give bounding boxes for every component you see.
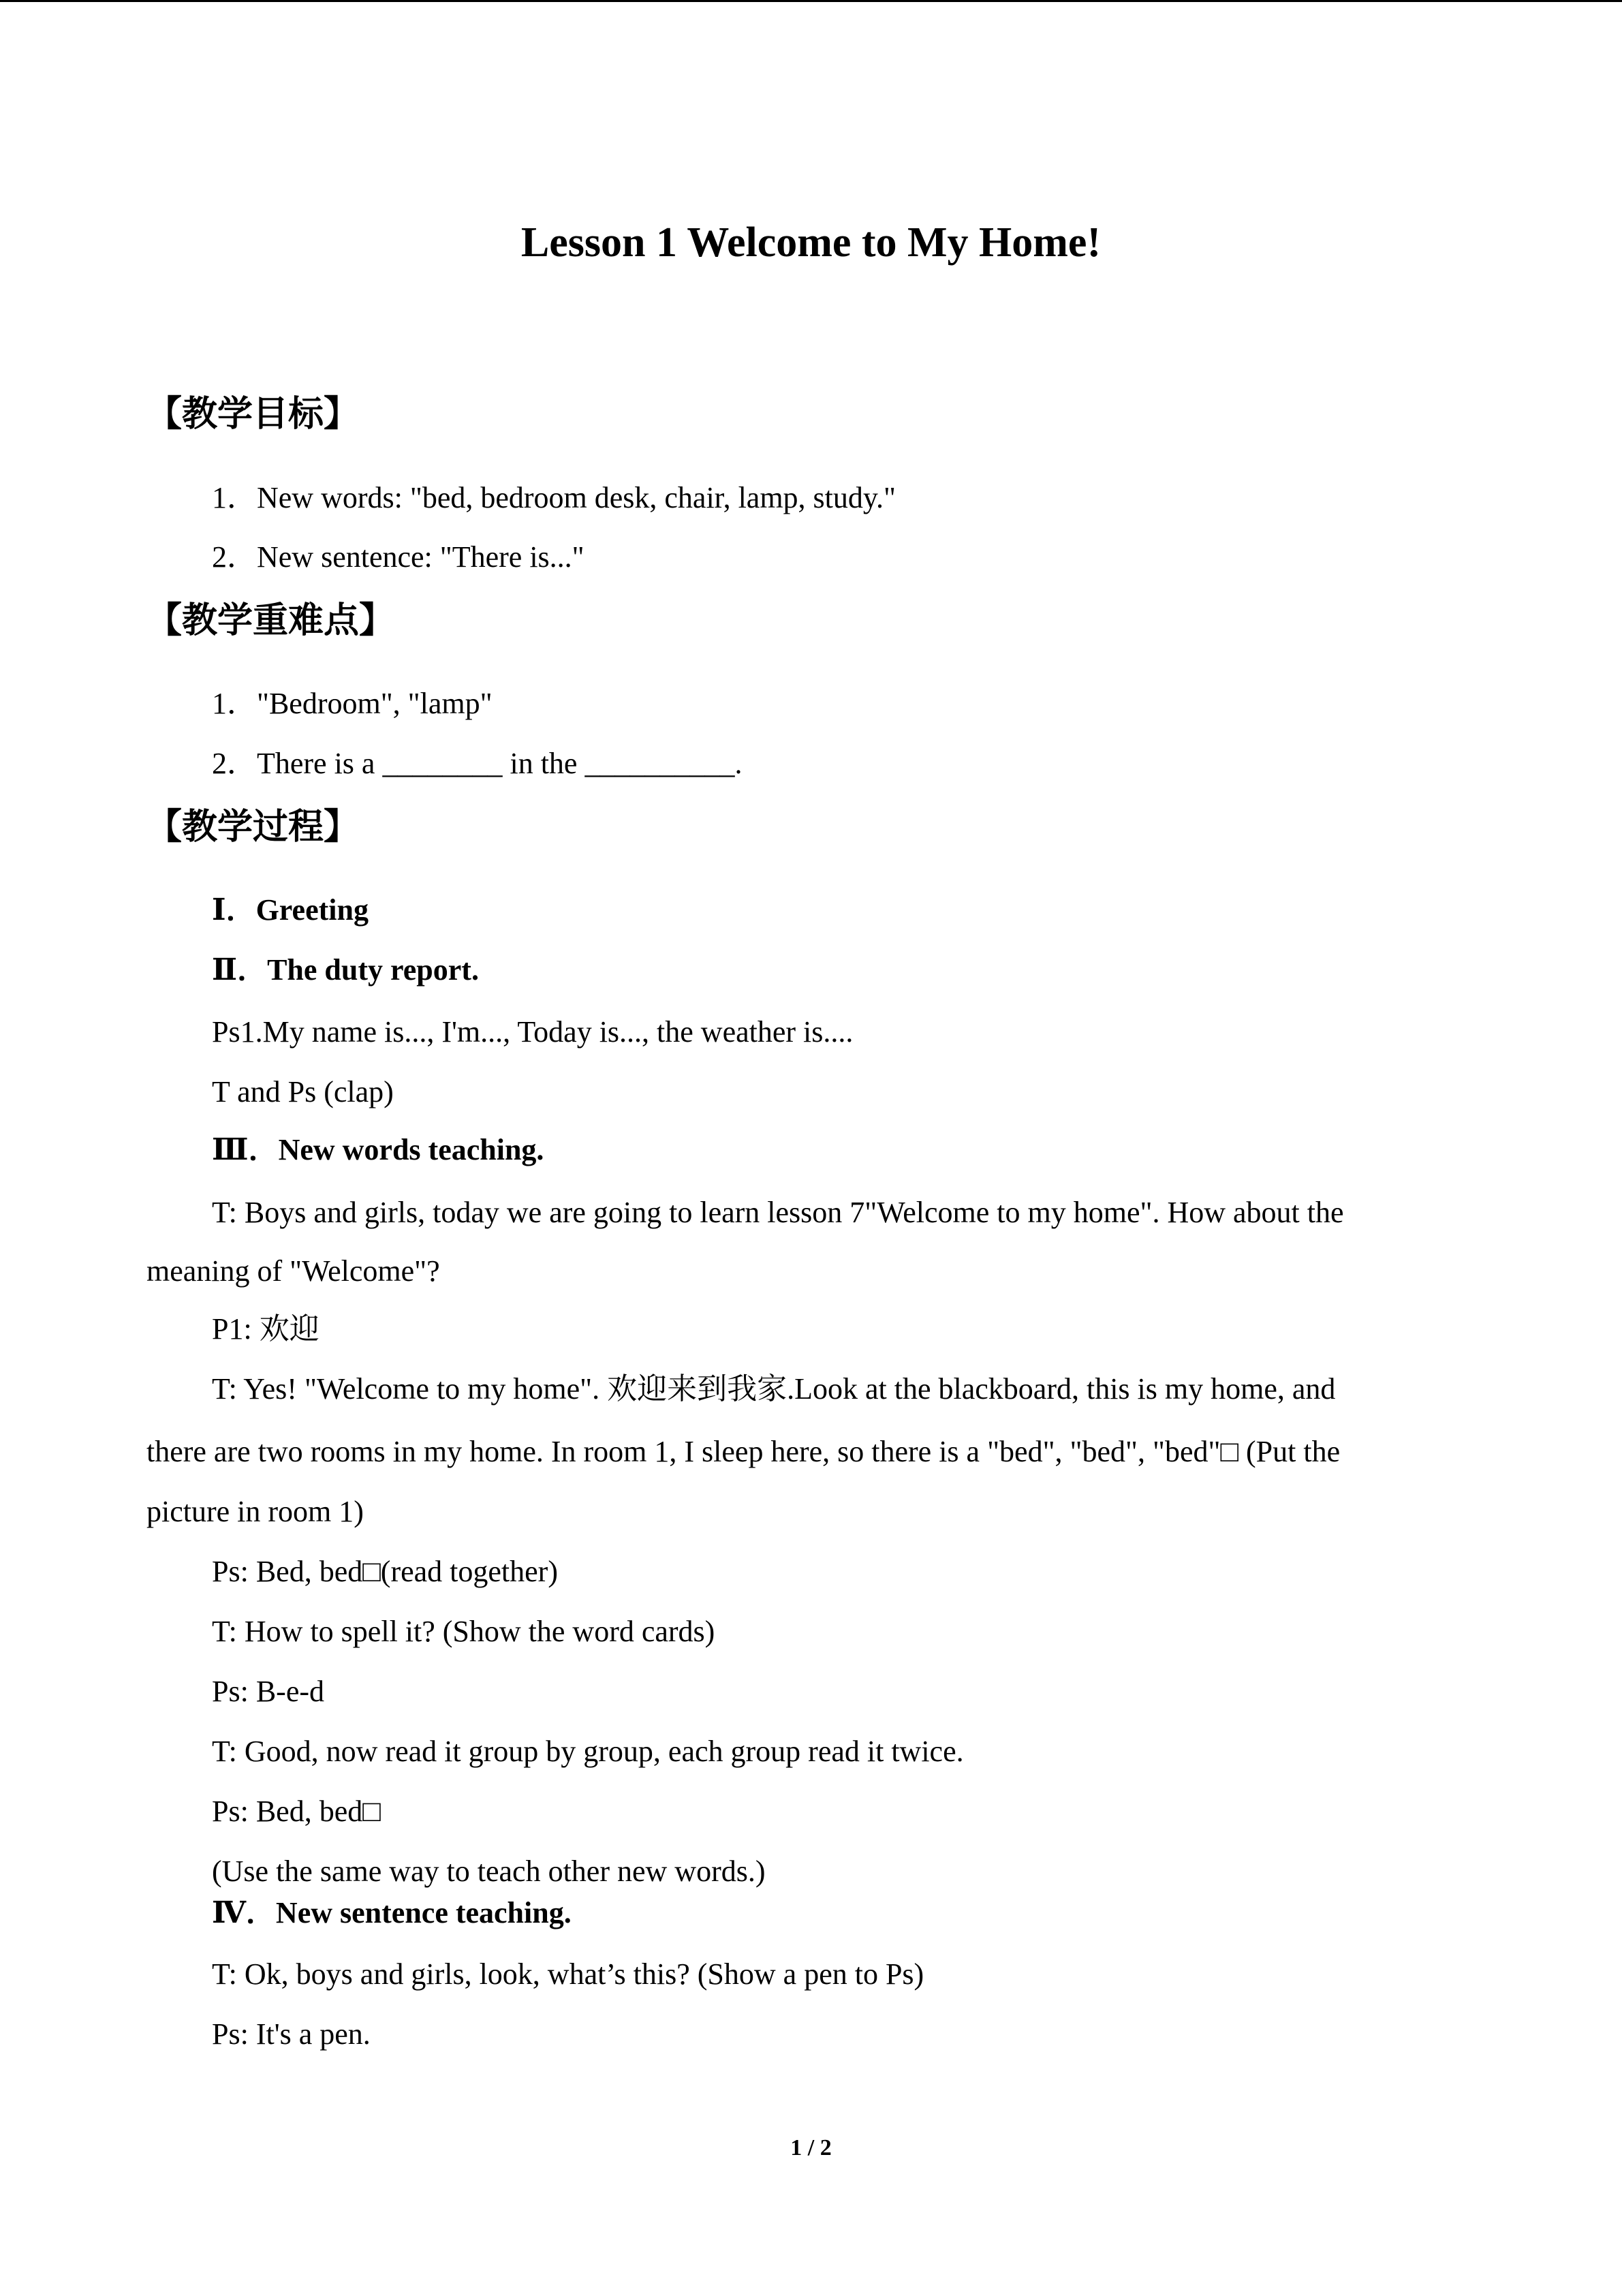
key-point-item-2: 2．There is a ________ in the __________. — [212, 747, 743, 780]
dialogue-line: T: Good, now read it group by group, each group read it twice. — [212, 1735, 964, 1768]
objective-item-1: 1．New words: "bed, bedroom desk, chair, lamp, study." — [212, 481, 896, 514]
dialogue-line: Ps: It's a pen. — [212, 2017, 371, 2051]
dialogue-line: picture in room 1) — [146, 1495, 364, 1528]
dialogue-line: T: Yes! "Welcome to my home". 欢迎来到我家.Look at the blackboard, this is my home, and — [212, 1372, 1336, 1406]
objective-item-2: 2．New sentence: "There is..." — [212, 540, 584, 574]
section-heading-objectives: 【教学目标】 — [146, 394, 360, 435]
document-page — [0, 2, 1622, 2296]
dialogue-line: Ps: Bed, bed□ — [212, 1795, 381, 1828]
dialogue-line: meaning of "Welcome"? — [146, 1254, 440, 1288]
dialogue-line: T and Ps (clap) — [212, 1075, 394, 1108]
step-heading-duty-report: Ⅱ．The duty report. — [212, 953, 479, 987]
step-heading-greeting: Ⅰ．Greeting — [212, 893, 369, 927]
key-point-item-1: 1．"Bedroom", "lamp" — [212, 687, 493, 720]
dialogue-line: (Use the same way to teach other new words.) — [212, 1855, 766, 1888]
dialogue-line: T: Boys and girls, today we are going to learn lesson 7"Welcome to my home". How about the — [212, 1196, 1344, 1229]
dialogue-line: P1: 欢迎 — [212, 1312, 319, 1346]
dialogue-line: there are two rooms in my home. In room 1, I sleep here, so there is a "bed", "bed", "bed"□ (Put the — [146, 1435, 1341, 1468]
page-title: Lesson 1 Welcome to My Home! — [520, 219, 1102, 266]
section-heading-process: 【教学过程】 — [146, 807, 360, 848]
dialogue-line: T: Ok, boys and girls, look, what’s this? (Show a pen to Ps) — [212, 1957, 924, 1991]
step-heading-new-sentence: Ⅳ．New sentence teaching. — [212, 1896, 572, 1929]
dialogue-line: Ps: B-e-d — [212, 1675, 324, 1708]
section-heading-key-points: 【教学重难点】 — [146, 600, 395, 641]
dialogue-line: Ps: Bed, bed□(read together) — [212, 1555, 558, 1588]
step-heading-new-words: Ⅲ．New words teaching. — [212, 1133, 544, 1166]
page-indicator: 1 / 2 — [790, 2135, 832, 2160]
dialogue-line: Ps1.My name is..., I'm..., Today is..., the weather is.... — [212, 1015, 854, 1049]
dialogue-line: T: How to spell it? (Show the word cards) — [212, 1615, 715, 1648]
